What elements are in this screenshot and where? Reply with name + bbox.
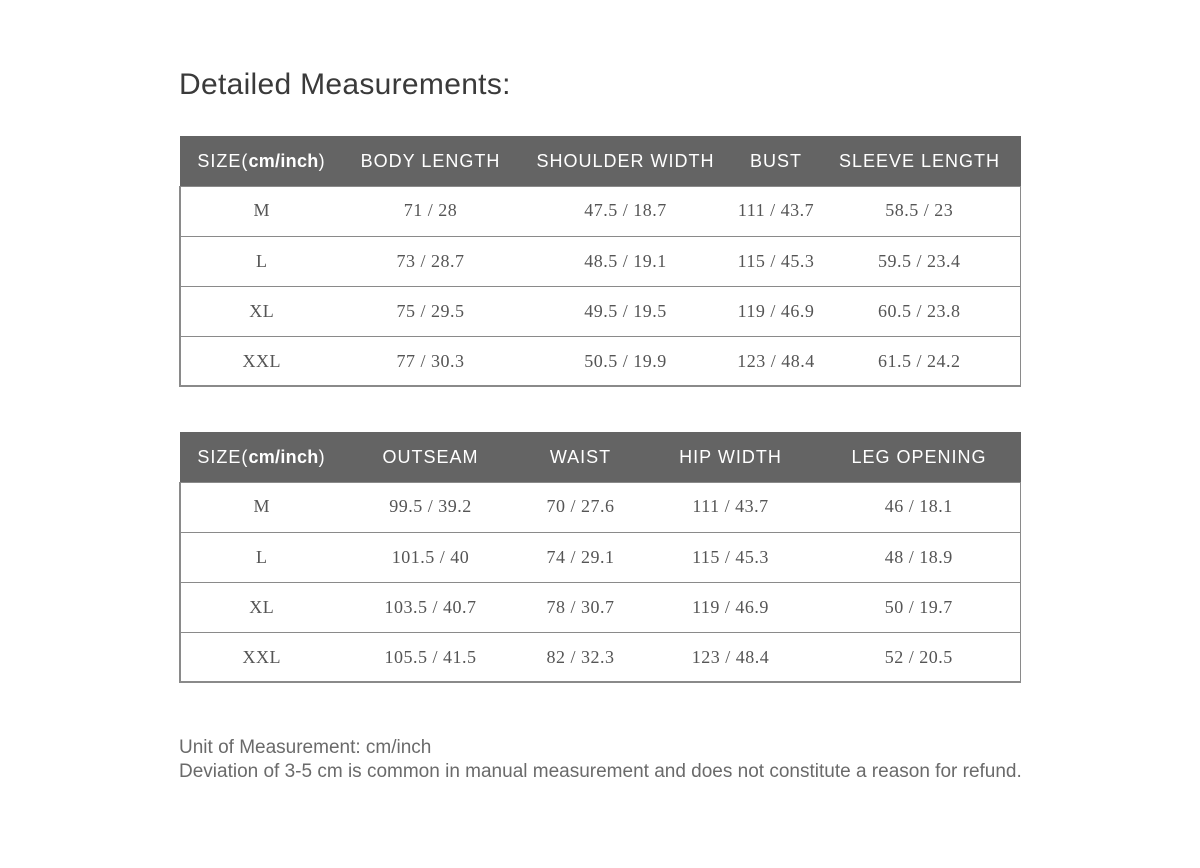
table-cell: 111 / 43.7 <box>692 496 769 517</box>
bust-header: BUST <box>749 150 802 171</box>
leg-opening-header: LEG OPENING <box>851 446 987 467</box>
measurement-notes <box>179 736 1022 784</box>
page-title: Detailed Measurements: <box>179 68 511 101</box>
table-cell: 119 / 46.9 <box>644 582 818 632</box>
table-cell: 48 / 18.9 <box>818 532 1021 582</box>
table-row <box>180 632 1021 682</box>
table-header-row <box>180 432 1021 482</box>
shoulder-width-header: SHOULDER WIDTH <box>536 150 715 171</box>
table-cell: 59.5 / 23.4 <box>819 236 1021 286</box>
table-cell: 111 / 43.7 <box>737 200 815 221</box>
table-cell: 58.5 / 23 <box>819 186 1021 236</box>
table-row <box>180 186 1021 236</box>
table-cell: 73 / 28.7 <box>344 236 518 286</box>
body-length-header: BODY LENGTH <box>360 150 501 171</box>
pants-measurement-table <box>179 432 1021 683</box>
sleeve-length-header: SLEEVE LENGTH <box>838 150 1001 171</box>
size-cell: XL <box>180 286 344 336</box>
table-cell: 75 / 29.5 <box>344 286 518 336</box>
table-row <box>180 336 1021 386</box>
outseam-header: OUTSEAM <box>382 446 479 467</box>
table-cell: 78 / 30.7 <box>518 582 644 632</box>
table-cell: 77 / 30.3 <box>344 336 518 386</box>
table-row <box>180 236 1021 286</box>
table-row <box>180 482 1021 532</box>
table-cell: 99.5 / 39.2 <box>389 496 472 517</box>
hip-width-header: HIP WIDTH <box>679 446 782 467</box>
size-column-header: SIZE(cm/inch) <box>197 150 326 171</box>
table-cell: 60.5 / 23.8 <box>819 286 1021 336</box>
table-cell: 115 / 45.3 <box>644 532 818 582</box>
waist-header: WAIST <box>549 446 612 467</box>
table-cell: 105.5 / 41.5 <box>344 632 518 682</box>
table-cell: 48.5 / 19.1 <box>518 236 734 286</box>
unit-note: Unit of Measurement: cm/inch <box>179 737 432 758</box>
table-cell: 52 / 20.5 <box>818 632 1021 682</box>
table-cell: 119 / 46.9 <box>734 286 819 336</box>
table-row <box>180 532 1021 582</box>
table-cell: 82 / 32.3 <box>518 632 644 682</box>
table-cell: 50 / 19.7 <box>818 582 1021 632</box>
table-cell: 71 / 28 <box>403 200 458 221</box>
table-cell: 46 / 18.1 <box>818 482 1021 532</box>
size-cell: M <box>180 482 344 532</box>
table-header-row <box>180 136 1021 186</box>
table-row <box>180 286 1021 336</box>
deviation-note: Deviation of 3-5 cm is common in manual measurement and does not constitute a reason for refund. <box>179 761 1022 782</box>
table-cell: 123 / 48.4 <box>734 336 819 386</box>
table-cell: 103.5 / 40.7 <box>344 582 518 632</box>
size-cell: L <box>180 236 344 286</box>
tops-measurement-table <box>179 136 1021 387</box>
table-cell: 49.5 / 19.5 <box>518 286 734 336</box>
table-cell: 61.5 / 24.2 <box>819 336 1021 386</box>
size-cell: XXL <box>180 336 344 386</box>
table-cell: 70 / 27.6 <box>546 496 615 517</box>
table-cell: 74 / 29.1 <box>518 532 644 582</box>
size-column-header: SIZE(cm/inch) <box>197 446 326 467</box>
table-cell: 47.5 / 18.7 <box>584 200 667 221</box>
table-cell: 101.5 / 40 <box>344 532 518 582</box>
table-row <box>180 582 1021 632</box>
size-cell: M <box>180 186 344 236</box>
size-cell: L <box>180 532 344 582</box>
table-cell: 123 / 48.4 <box>644 632 818 682</box>
table-cell: 115 / 45.3 <box>734 236 819 286</box>
size-cell: XXL <box>180 632 344 682</box>
table-cell: 50.5 / 19.9 <box>518 336 734 386</box>
size-cell: XL <box>180 582 344 632</box>
